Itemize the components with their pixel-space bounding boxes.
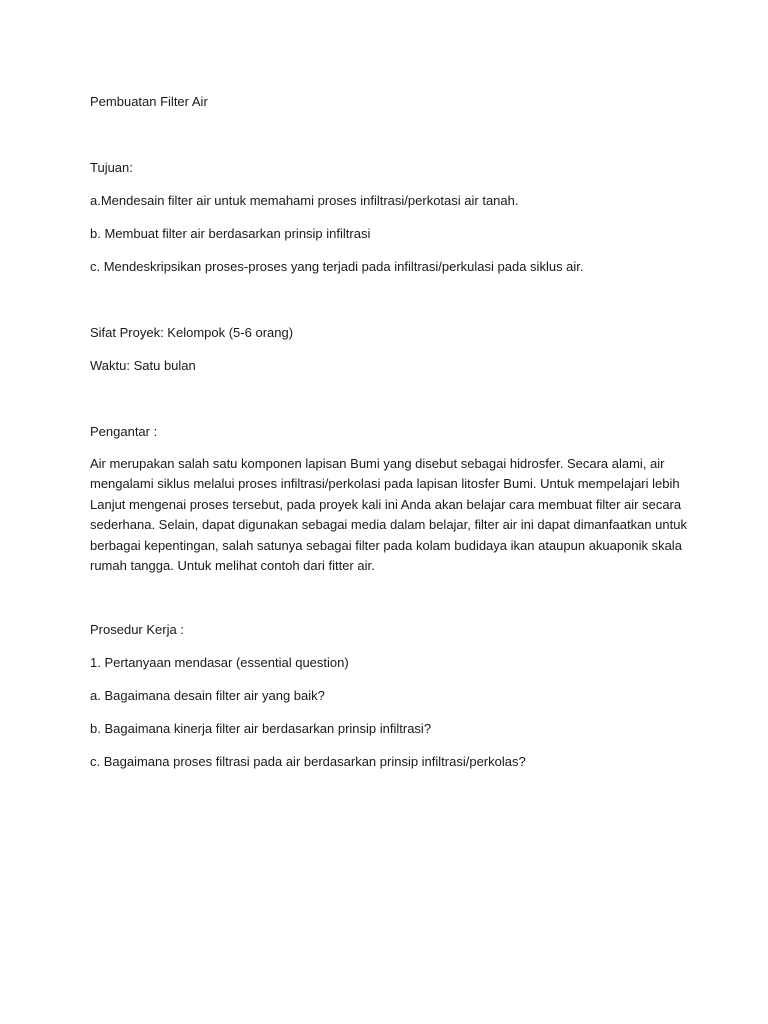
prosedur-item-b: b. Bagaimana kinerja filter air berdasarkan prinsip infiltrasi? bbox=[90, 721, 432, 736]
pengantar-line: berbagai kepentingan, salah satunya sebagai filter pada kolam budidaya ikan ataupun akuaponik skala bbox=[90, 537, 682, 553]
prosedur-item-1: 1. Pertanyaan mendasar (essential question) bbox=[90, 655, 349, 670]
waktu: Waktu: Satu bulan bbox=[90, 358, 196, 373]
pengantar-line: mengalami siklus melalui proses infiltrasi/perkolasi pada lapisan litosfer Bumi. Untuk mempelajari lebih bbox=[90, 476, 680, 492]
prosedur-item-a: a. Bagaimana desain filter air yang baik? bbox=[90, 688, 325, 703]
pengantar-line: Lanjut mengenai proses tersebut, pada proyek kali ini Anda akan belajar cara membuat filter air secara bbox=[90, 496, 682, 512]
pengantar-heading: Pengantar : bbox=[90, 424, 158, 439]
document-page bbox=[90, 0, 690, 1024]
prosedur-heading: Prosedur Kerja : bbox=[90, 622, 184, 637]
tujuan-heading: Tujuan: bbox=[90, 160, 133, 175]
tujuan-item-a: a.Mendesain filter air untuk memahami proses infiltrasi/perkotasi air tanah. bbox=[90, 193, 519, 208]
pengantar-line: rumah tangga. Untuk melihat contoh dari fitter air. bbox=[90, 558, 375, 574]
sifat-proyek: Sifat Proyek: Kelompok (5-6 orang) bbox=[90, 325, 294, 340]
tujuan-item-b: b. Membuat filter air berdasarkan prinsip infiltrasi bbox=[90, 226, 371, 241]
pengantar-paragraph bbox=[90, 454, 687, 576]
document-title: Pembuatan Filter Air bbox=[90, 94, 208, 109]
tujuan-item-c: c. Mendeskripsikan proses-proses yang terjadi pada infiltrasi/perkulasi pada siklus air. bbox=[90, 259, 584, 274]
pengantar-line: Air merupakan salah satu komponen lapisan Bumi yang disebut sebagai hidrosfer. Secara alami, air bbox=[90, 456, 665, 471]
pengantar-line: sederhana. Selain, dapat digunakan sebagai media dalam belajar, filter air ini dapat dimanfaatkan untuk bbox=[90, 517, 687, 533]
prosedur-item-c: c. Bagaimana proses filtrasi pada air berdasarkan prinsip infiltrasi/perkolas? bbox=[90, 754, 526, 769]
